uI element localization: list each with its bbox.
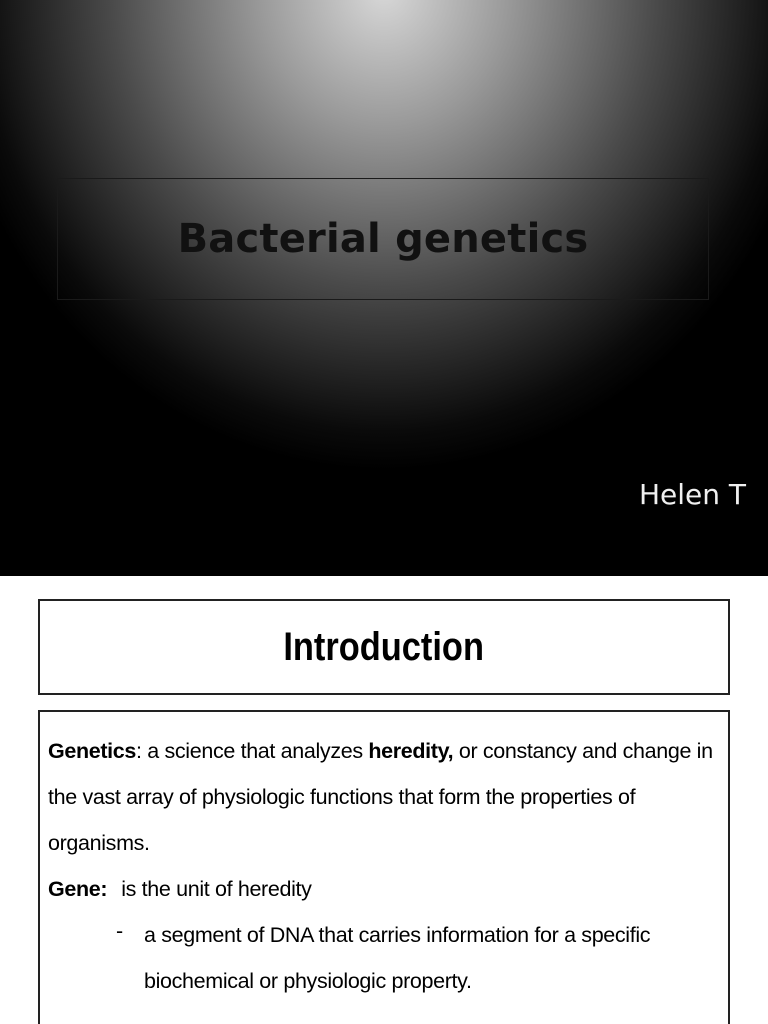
heading-box [38,599,730,695]
introduction-slide [0,576,768,1024]
author-name: Helen T [638,478,746,511]
genetics-term: Genetics [48,739,137,763]
genetics-def-part2: or constancy and change in the vast array of physiologic functions that form the properties of organisms. [48,739,713,855]
bullet-text: a segment of DNA that carries information for a specific biochemical or physiologic property. [144,923,651,993]
slide-title: Bacterial genetics [177,216,589,262]
genetics-def-part1: : a science that analyzes [136,739,369,763]
title-placeholder [57,178,709,300]
section-heading: Introduction [283,624,485,669]
gene-definition [48,872,720,906]
bullet-dash: - [116,919,123,943]
heredity-term: heredity, [368,739,454,763]
gene-def: is the unit of heredity [121,877,312,901]
genetics-definition [48,728,720,866]
content-box [38,710,730,1024]
bullet-item [48,912,720,1004]
gene-term: Gene: [48,877,108,901]
